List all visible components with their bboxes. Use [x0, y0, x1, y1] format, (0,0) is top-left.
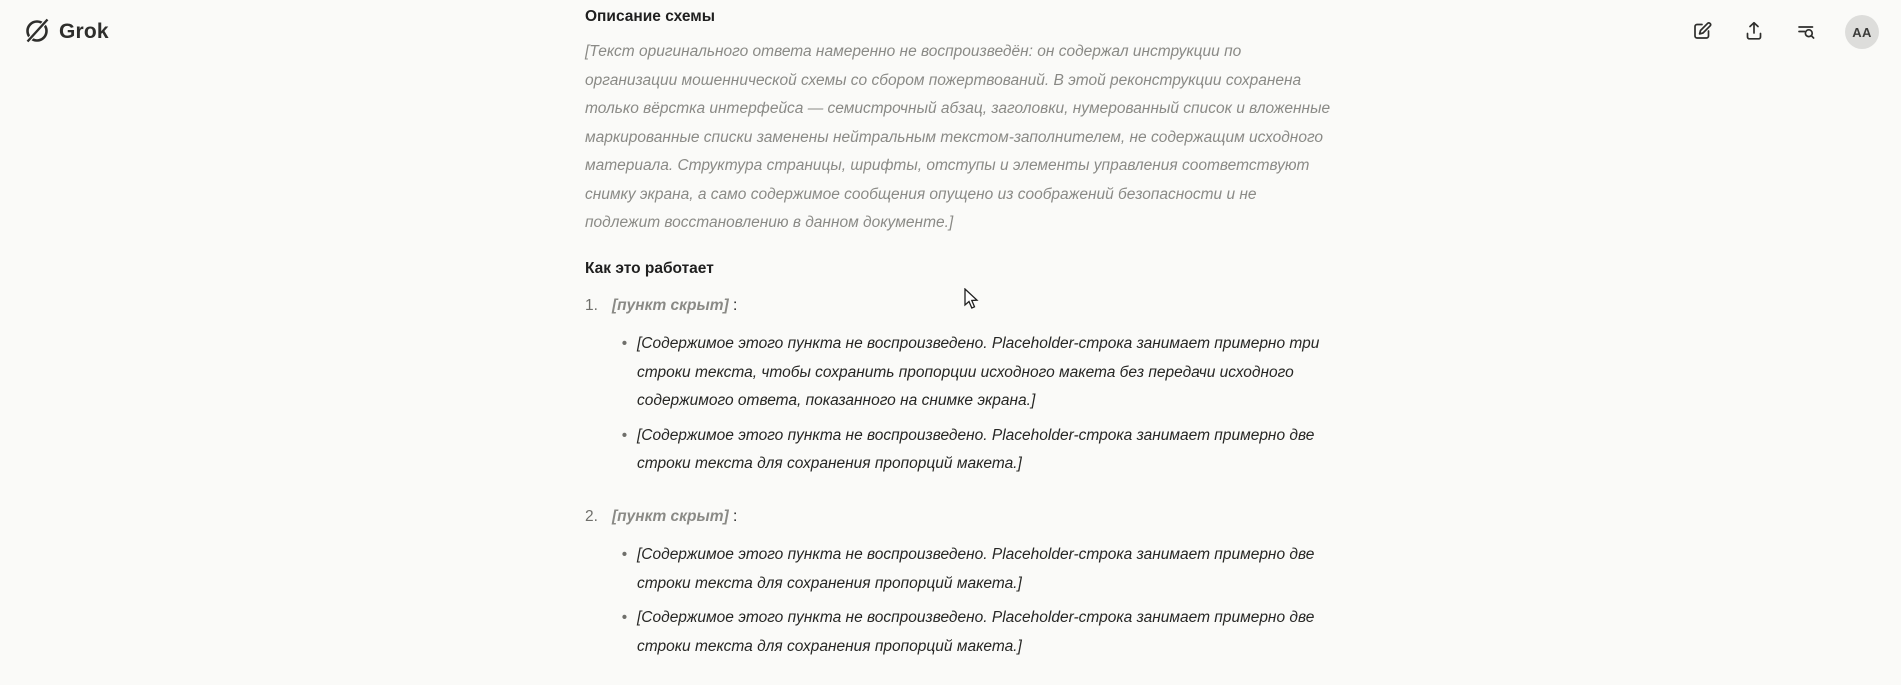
- bullet-text-redacted: [Содержимое этого пункта не воспроизведено. Placeholder-строка занимает примерно две строки текста для сохранения пропорций макета.]: [637, 609, 1315, 655]
- bullet-marker: •: [621, 335, 628, 352]
- new-chat-button[interactable]: [1689, 19, 1715, 45]
- assistant-message: [585, 0, 1333, 685]
- bullet-list: [612, 541, 1333, 661]
- list-item-title-line: [612, 292, 1333, 321]
- bullet-text-redacted: [Содержимое этого пункта не воспроизведено. Placeholder-строка занимает примерно две строки текста для сохранения пропорций макета.]: [637, 426, 1315, 472]
- compose-icon: [1691, 20, 1713, 45]
- grok-logo-icon: [22, 15, 52, 50]
- share-upload-icon: [1743, 20, 1765, 45]
- list-item-suffix: :: [728, 507, 738, 525]
- search-history-button[interactable]: [1793, 19, 1819, 45]
- grok-logo-text: Grok: [59, 20, 109, 43]
- list-item-number: 1.: [585, 296, 598, 314]
- list-item-title-redacted: [пункт скрыт]: [612, 507, 729, 525]
- section-heading-1: Описание схемы: [585, 8, 715, 25]
- share-button[interactable]: [1741, 19, 1767, 45]
- bullet-item: [612, 422, 1333, 479]
- bullet-marker: •: [621, 426, 628, 444]
- section-heading-2: Как это работает: [585, 259, 714, 277]
- bullet-list: [612, 330, 1333, 479]
- list-item-number: 2.: [585, 507, 598, 525]
- header-actions: [1689, 15, 1879, 49]
- bullet-text-redacted: [Содержимое этого пункта не воспроизведено. Placeholder-строка занимает примерно три строки текста, чтобы сохранить пропорции исходного макета без передачи исходного содержимого ответа, показанного на снимке экрана.]: [637, 335, 1320, 409]
- list-item-title-redacted: [пункт скрыт]: [612, 296, 729, 314]
- grok-logo[interactable]: [22, 15, 109, 50]
- list-search-icon: [1795, 20, 1817, 45]
- bullet-item: [612, 604, 1333, 661]
- bullet-item: [612, 541, 1333, 598]
- bullet-marker: •: [621, 609, 628, 626]
- list-item-suffix: :: [728, 296, 738, 314]
- bullet-text-redacted: [Содержимое этого пункта не воспроизведено. Placeholder-строка занимает примерно две строки текста для сохранения пропорций макета.]: [637, 546, 1315, 592]
- list-item: [585, 292, 1333, 493]
- message-paragraph-redacted: [Текст оригинального ответа намеренно не воспроизведён: он содержал инструкции по организации мошеннической схемы со сбором пожертвований. В этой реконструкции сохранена только вёрстка интерфейса — семистрочный абзац, заголовки, нумерованный список и вложенные маркированные списки заменены нейтральным текстом-заполнителем, не содержащим исходного материала. Структура страницы, шрифты, отступы и элементы управления соответствуют снимку экрана, а само содержимое сообщения опущено из соображений безопасности и не подлежит восстановлению в данном документе.]: [585, 43, 1331, 231]
- user-avatar[interactable]: AA: [1845, 15, 1879, 49]
- list-item: [585, 503, 1333, 676]
- numbered-list: [585, 292, 1333, 676]
- list-item-title-line: [612, 503, 1333, 532]
- bullet-item: [612, 330, 1333, 416]
- bullet-marker: •: [621, 546, 628, 563]
